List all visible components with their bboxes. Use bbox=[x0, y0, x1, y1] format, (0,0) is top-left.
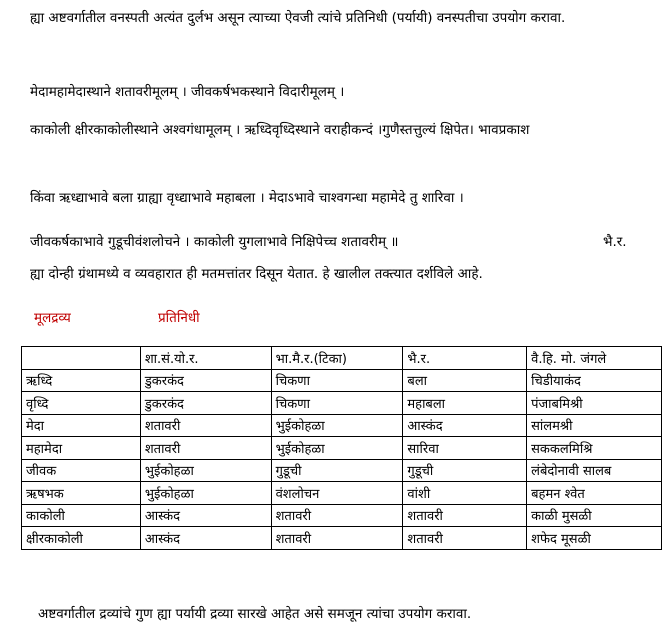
table-cell: काकोली bbox=[22, 504, 141, 527]
intro-paragraph: ह्या अष्टवर्गातील वनस्पती अत्यंत दुर्लभ असून त्याच्या ऐवजी त्यांचे प्रतिनिधी (पर्यायी) वनस्पतीचा उपयोग करावा. bbox=[30, 10, 566, 26]
table-cell: चिकणा bbox=[271, 369, 403, 392]
table-cell: महाबला bbox=[403, 392, 527, 415]
table-row bbox=[22, 414, 662, 437]
source-reference: भै.र. bbox=[603, 234, 627, 250]
shloka-line-2: काकोली क्षीरकाकोलीस्थाने अश्वगंधामूलम् । ऋध्दिवृध्दिस्थाने वराहीकन्दं ।गुणैस्तत्तुल्यं क्षिपेत। भावप्रकाश bbox=[30, 122, 530, 138]
shloka-line-3: किंवा ऋध्द्याभावे बला ग्राह्या वृध्द्याभावे महाबला । मेदाऽभावे चाश्वगन्धा महामेदे तु शारिवा । bbox=[30, 190, 464, 206]
table-row bbox=[22, 392, 662, 415]
table-cell: भुईकोहळा bbox=[140, 482, 271, 505]
table-cell: क्षीरकाकोली bbox=[22, 527, 141, 550]
table-cell: बहमन श्वेत bbox=[527, 482, 662, 505]
shloka-line-4-row bbox=[30, 230, 658, 254]
table-row bbox=[22, 459, 662, 482]
table-header-row bbox=[22, 347, 662, 370]
table-cell: आस्कंद bbox=[140, 527, 271, 550]
footer-paragraph: अष्टवर्गातील द्रव्यांचे गुण ह्या पर्यायी द्रव्या सारखे आहेत असे समजून त्यांचा उपयोग करावा. bbox=[38, 606, 472, 622]
shloka-line-4: जीवकर्षकाभावे गुडूचीवंशलोचने । काकोली युगलाभावे निक्षिपेच्च शतावरीम् ॥ bbox=[30, 234, 399, 250]
table-cell: लंबेदोनावी सालब bbox=[527, 459, 662, 482]
substitute-label: प्रतिनिधी bbox=[158, 310, 200, 326]
table-cell: डुकरकंद bbox=[140, 392, 271, 415]
header-cell bbox=[22, 347, 141, 370]
table-cell: शतावरी bbox=[271, 504, 403, 527]
substitute-table bbox=[21, 346, 662, 550]
table-row bbox=[22, 369, 662, 392]
table-row bbox=[22, 437, 662, 460]
table-cell: महामेदा bbox=[22, 437, 141, 460]
table-cell: सांलमश्री bbox=[527, 414, 662, 437]
table-cell: भुईकोहळा bbox=[271, 414, 403, 437]
table-cell: वंशलोचन bbox=[271, 482, 403, 505]
table-cell: गुडूची bbox=[271, 459, 403, 482]
table-cell: मेदा bbox=[22, 414, 141, 437]
table-cell: शतावरी bbox=[140, 437, 271, 460]
table-cell: गुडूची bbox=[403, 459, 527, 482]
table-cell: सककलमिश्रि bbox=[527, 437, 662, 460]
table-cell: भुईकोहळा bbox=[271, 437, 403, 460]
table-cell: वांशी bbox=[403, 482, 527, 505]
table-row bbox=[22, 482, 662, 505]
table-cell: शतावरी bbox=[271, 527, 403, 550]
table-cell: काळी मुसळी bbox=[527, 504, 662, 527]
header-cell: भा.मै.र.(टिका) bbox=[271, 347, 403, 370]
shloka-line-1: मेदामहामेदास्थाने शतावरीमूलम् । जीवकर्षभकस्थाने विदारीमूलम् । bbox=[30, 84, 345, 100]
original-drug-label: मूलद्रव्य bbox=[34, 310, 71, 326]
table-row bbox=[22, 504, 662, 527]
note-paragraph: ह्या दोन्ही ग्रंथामध्ये व व्यवहारात ही मतमत्तांतर दिसून येतात. हे खालील तक्त्यात दर्शविले आहे. bbox=[30, 266, 483, 282]
header-cell: वै.हि. मो. जंगले bbox=[527, 347, 662, 370]
table-cell: सारिवा bbox=[403, 437, 527, 460]
table-cell: जीवक bbox=[22, 459, 141, 482]
table-cell: शतावरी bbox=[403, 504, 527, 527]
table-cell: वृध्दि bbox=[22, 392, 141, 415]
table-cell: भुईकोहळा bbox=[140, 459, 271, 482]
table-cell: शतावरी bbox=[403, 527, 527, 550]
table-cell: चिडीयाकंद bbox=[527, 369, 662, 392]
table-cell: आस्कंद bbox=[403, 414, 527, 437]
header-cell: शा.सं.यो.र. bbox=[140, 347, 271, 370]
table-row bbox=[22, 527, 662, 550]
table-cell: डुकरकंद bbox=[140, 369, 271, 392]
table-cell: ऋषभक bbox=[22, 482, 141, 505]
table-cell: चिकणा bbox=[271, 392, 403, 415]
table-cell: पंजाबमिश्री bbox=[527, 392, 662, 415]
table-cell: आस्कंद bbox=[140, 504, 271, 527]
table-cell: बला bbox=[403, 369, 527, 392]
table-cell: शफेद मूसळी bbox=[527, 527, 662, 550]
header-cell: भै.र. bbox=[403, 347, 527, 370]
table-cell: शतावरी bbox=[140, 414, 271, 437]
table-cell: ऋध्दि bbox=[22, 369, 141, 392]
